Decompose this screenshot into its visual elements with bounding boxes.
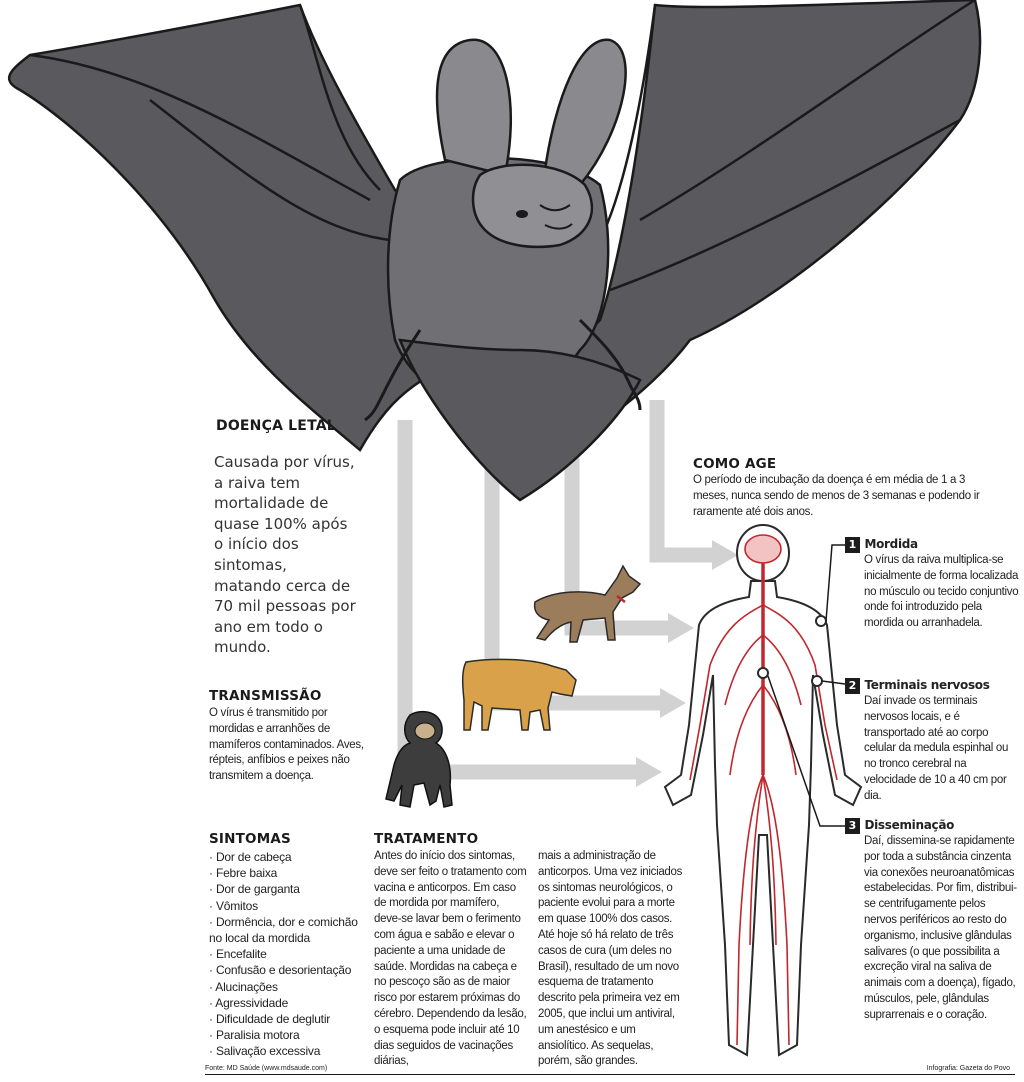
sintoma-label: Dormência, dor e comichão no local da mordida (209, 914, 358, 946)
tratamento-col-2: mais a administração de anticorpos. Uma vez iniciados os sintomas neurológicos, o paciente evolui para a morte em quase 100% dos casos. Até hoje só há relato de três casos de cura (um deles no Brasil), resultado de um novo esquema de tratamento descrito pela primeira vez em 2005, que inclui um antiviral, um anestésico e um ansiolítico. As sequelas, porém, são grandes. (538, 850, 683, 1068)
bullet-icon: · (209, 1044, 216, 1059)
step-2 (845, 676, 1020, 805)
sintoma-item (209, 849, 369, 865)
step-2-title: Terminais nervosos (864, 678, 990, 692)
sintoma-label: Alucinações (215, 979, 278, 994)
step-3-text: Daí, dissemina-se rapidamente por toda a substância cinzenta via conexões neuroanatômicas estabelecidas. Por fim, distribui-se centrifugamente pelos nervos periféricos ao resto do organismo, inclusive glândulas salivares (o que possibilita a excreção viral na saliva de animais com a doença), fígado, músculos, pele, glândulas suprarrenais e o coração. (864, 835, 1017, 1021)
bullet-icon: · (209, 979, 216, 994)
bullet-icon: · (209, 1012, 216, 1027)
sintoma-label: Dificuldade de deglutir (215, 1012, 331, 1027)
sintoma-item (209, 1027, 369, 1043)
sintoma-item (209, 1043, 369, 1059)
sintoma-item (209, 898, 369, 914)
tratamento-col-1: Antes do início dos sintomas, deve ser feito o tratamento com vacina e anticorpos. Em caso de mordida por mamífero, deve-se lavar bem o ferimento com água e sabão e elevar o paciente a uma unidade de saúde. Mordidas na cabeça e no pescoço são as de maior risco por estarem próximas do cérebro. Dependendo da lesão, o esquema pode incluir até 10 dias seguidos de vacinações diárias, (374, 850, 527, 1068)
sintoma-label: Paralisia motora (215, 1028, 300, 1043)
sintoma-item (209, 1011, 369, 1027)
bullet-icon: · (209, 850, 216, 864)
sintoma-item (209, 979, 369, 995)
sintoma-label: Dor de cabeça (215, 850, 292, 864)
bullet-icon: · (209, 914, 216, 929)
bullet-icon: · (209, 995, 216, 1010)
sintoma-label: Febre baixa (215, 866, 278, 881)
step-1-number: 1 (845, 537, 860, 553)
sintoma-label: Dor de garganta (215, 882, 300, 897)
sintoma-label: Vômitos (215, 898, 258, 913)
sintoma-item (209, 865, 369, 881)
sintoma-label: Agressividade (215, 995, 289, 1010)
step-2-text: Daí invade os terminais nervosos locais, e é transportado até ao corpo celular da medula espinhal ou no tronco cerebral na velocidade de 10 a 40 cm por dia. (864, 695, 1009, 802)
bullet-icon: · (209, 882, 216, 897)
sintoma-item (209, 995, 369, 1011)
bullet-icon: · (209, 898, 216, 913)
footer-rule (205, 1074, 1015, 1075)
sintoma-item (209, 914, 369, 946)
step-3-title: Disseminação (864, 818, 955, 832)
sintoma-item (209, 881, 369, 897)
sintomas-list (209, 849, 369, 1060)
bullet-icon: · (209, 947, 216, 962)
footer-credit: Infografia: Gazeta do Povo (926, 1065, 1010, 1072)
sintoma-item (209, 962, 369, 978)
lead-text: Causada por vírus, a raiva tem mortalidade de quase 100% após o início dos sintomas, matando cerca de 70 mil pessoas por ano em todo o mundo. (214, 453, 356, 657)
step-1-text: O vírus da raiva multiplica-se inicialmente de forma localizada no músculo ou tecido conjuntivo onde foi introduzido pela mordida ou arranhadela. (864, 554, 1019, 630)
sintoma-label: Confusão e desorientação (215, 963, 352, 978)
transmissao-text: O vírus é transmitido por mordidas e arranhões de mamíferos contaminados. Aves, répteis, anfíbios e peixes não transmitem a doença. (209, 707, 364, 783)
step-1-title: Mordida (864, 537, 918, 551)
transmissao-title: TRANSMISSÃO (209, 688, 322, 704)
step-2-number: 2 (845, 678, 860, 694)
bullet-icon: · (209, 866, 216, 881)
sintomas-title: SINTOMAS (209, 831, 291, 847)
footer-source: Fonte: MD Saúde (www.mdsaude.com) (205, 1065, 328, 1072)
bullet-icon: · (209, 1028, 216, 1043)
bullet-icon: · (209, 963, 216, 978)
como-age-text: O período de incubação da doença é em média de 1 a 3 meses, nunca sendo de menos de 3 semanas e podendo ir raramente até dois anos. (693, 474, 980, 518)
step-3 (845, 816, 1020, 1024)
page-title: DOENÇA LETAL (216, 418, 336, 434)
step-1 (845, 535, 1020, 632)
sintoma-label: Encefalite (215, 947, 267, 962)
como-age-title: COMO AGE (693, 456, 777, 472)
tratamento-title: TRATAMENTO (374, 831, 479, 847)
sintoma-item (209, 946, 369, 962)
step-3-number: 3 (845, 818, 860, 834)
sintoma-label: Salivação excessiva (215, 1044, 321, 1059)
